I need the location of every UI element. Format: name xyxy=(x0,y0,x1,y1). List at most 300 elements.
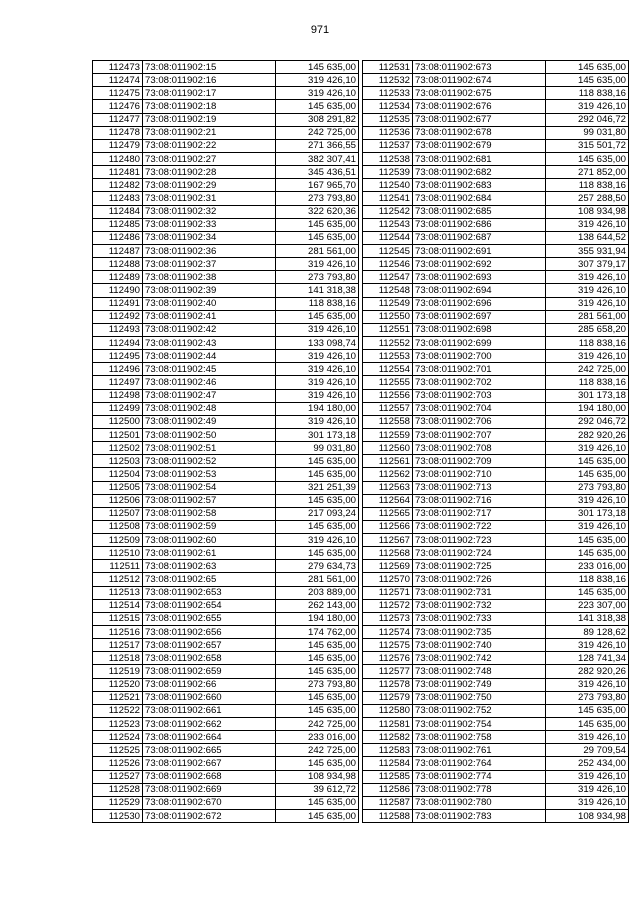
row-number-cell: 112549 xyxy=(363,297,413,310)
cadastral-value-cell: 355 931,94 xyxy=(546,244,629,257)
row-number-cell: 112520 xyxy=(93,678,143,691)
table-row xyxy=(363,363,629,376)
cadastral-number-cell: 73:08:011902:65 xyxy=(143,573,276,586)
table-row xyxy=(363,205,629,218)
row-number-cell: 112585 xyxy=(363,770,413,783)
row-number-cell: 112586 xyxy=(363,783,413,796)
table-row xyxy=(93,74,359,87)
cadastral-number-cell: 73:08:011902:684 xyxy=(413,192,546,205)
cadastral-number-cell: 73:08:011902:40 xyxy=(143,297,276,310)
table-row xyxy=(363,192,629,205)
row-number-cell: 112587 xyxy=(363,796,413,809)
table-row xyxy=(363,244,629,257)
row-number-cell: 112584 xyxy=(363,757,413,770)
cadastral-number-cell: 73:08:011902:703 xyxy=(413,389,546,402)
row-number-cell: 112522 xyxy=(93,704,143,717)
cadastral-number-cell: 73:08:011902:678 xyxy=(413,126,546,139)
cadastral-value-cell: 319 426,10 xyxy=(276,87,359,100)
cadastral-value-cell: 145 635,00 xyxy=(276,100,359,113)
row-number-cell: 112535 xyxy=(363,113,413,126)
cadastral-value-cell: 194 180,00 xyxy=(546,402,629,415)
table-row xyxy=(93,810,359,823)
cadastral-value-cell: 282 920,26 xyxy=(546,428,629,441)
cadastral-number-cell: 73:08:011902:33 xyxy=(143,218,276,231)
row-number-cell: 112502 xyxy=(93,442,143,455)
cadastral-number-cell: 73:08:011902:726 xyxy=(413,573,546,586)
cadastral-number-cell: 73:08:011902:706 xyxy=(413,415,546,428)
cadastral-value-cell: 145 635,00 xyxy=(276,796,359,809)
cadastral-value-cell: 118 838,16 xyxy=(546,573,629,586)
row-number-cell: 112532 xyxy=(363,74,413,87)
row-number-cell: 112513 xyxy=(93,586,143,599)
table-row xyxy=(363,731,629,744)
table-row xyxy=(363,810,629,823)
table-row xyxy=(363,376,629,389)
table-row xyxy=(93,126,359,139)
cadastral-number-cell: 73:08:011902:60 xyxy=(143,534,276,547)
table-row xyxy=(93,139,359,152)
row-number-cell: 112563 xyxy=(363,481,413,494)
row-number-cell: 112542 xyxy=(363,205,413,218)
cadastral-number-cell: 73:08:011902:19 xyxy=(143,113,276,126)
row-number-cell: 112491 xyxy=(93,297,143,310)
row-number-cell: 112527 xyxy=(93,770,143,783)
table-row xyxy=(93,704,359,717)
cadastral-number-cell: 73:08:011902:669 xyxy=(143,783,276,796)
row-number-cell: 112505 xyxy=(93,481,143,494)
table-row xyxy=(363,61,629,74)
cadastral-value-cell: 281 561,00 xyxy=(276,573,359,586)
cadastral-value-cell: 292 046,72 xyxy=(546,113,629,126)
cadastral-number-cell: 73:08:011902:662 xyxy=(143,718,276,731)
cadastral-value-cell: 319 426,10 xyxy=(546,770,629,783)
cadastral-number-cell: 73:08:011902:694 xyxy=(413,284,546,297)
cadastral-number-cell: 73:08:011902:710 xyxy=(413,468,546,481)
cadastral-value-cell: 167 965,70 xyxy=(276,179,359,192)
cadastral-value-cell: 118 838,16 xyxy=(546,336,629,349)
row-number-cell: 112531 xyxy=(363,61,413,74)
cadastral-number-cell: 73:08:011902:679 xyxy=(413,139,546,152)
cadastral-number-cell: 73:08:011902:18 xyxy=(143,100,276,113)
cadastral-number-cell: 73:08:011902:780 xyxy=(413,796,546,809)
table-row xyxy=(93,626,359,639)
table-row xyxy=(363,586,629,599)
row-number-cell: 112518 xyxy=(93,652,143,665)
table-row xyxy=(93,179,359,192)
cadastral-value-cell: 145 635,00 xyxy=(276,494,359,507)
table-row xyxy=(93,718,359,731)
cadastral-value-cell: 145 635,00 xyxy=(546,468,629,481)
row-number-cell: 112486 xyxy=(93,231,143,244)
row-number-cell: 112483 xyxy=(93,192,143,205)
table-row xyxy=(93,376,359,389)
table-row xyxy=(363,323,629,336)
table-row xyxy=(363,442,629,455)
table-row xyxy=(93,336,359,349)
table-row xyxy=(363,113,629,126)
cadastral-value-cell: 118 838,16 xyxy=(546,376,629,389)
cadastral-value-cell: 145 635,00 xyxy=(546,718,629,731)
cadastral-value-cell: 319 426,10 xyxy=(276,415,359,428)
row-number-cell: 112492 xyxy=(93,310,143,323)
cadastral-value-cell: 194 180,00 xyxy=(276,612,359,625)
row-number-cell: 112576 xyxy=(363,652,413,665)
row-number-cell: 112510 xyxy=(93,547,143,560)
cadastral-number-cell: 73:08:011902:696 xyxy=(413,297,546,310)
cadastral-value-cell: 345 436,51 xyxy=(276,166,359,179)
cadastral-value-cell: 273 793,80 xyxy=(276,678,359,691)
cadastral-value-cell: 319 426,10 xyxy=(546,350,629,363)
table-row xyxy=(363,100,629,113)
cadastral-value-cell: 145 635,00 xyxy=(546,61,629,74)
cadastral-value-cell: 319 426,10 xyxy=(546,520,629,533)
cadastral-number-cell: 73:08:011902:664 xyxy=(143,731,276,744)
row-number-cell: 112533 xyxy=(363,87,413,100)
table-row xyxy=(363,573,629,586)
cadastral-number-cell: 73:08:011902:34 xyxy=(143,231,276,244)
table-row xyxy=(363,297,629,310)
table-row xyxy=(93,796,359,809)
cadastral-number-cell: 73:08:011902:17 xyxy=(143,87,276,100)
table-row xyxy=(93,323,359,336)
table-row xyxy=(93,231,359,244)
cadastral-value-cell: 281 561,00 xyxy=(546,310,629,323)
table-row xyxy=(363,691,629,704)
row-number-cell: 112506 xyxy=(93,494,143,507)
cadastral-number-cell: 73:08:011902:686 xyxy=(413,218,546,231)
table-row xyxy=(363,402,629,415)
cadastral-value-cell: 242 725,00 xyxy=(276,126,359,139)
cadastral-value-cell: 281 561,00 xyxy=(276,244,359,257)
row-number-cell: 112572 xyxy=(363,599,413,612)
table-row xyxy=(93,599,359,612)
cadastral-number-cell: 73:08:011902:659 xyxy=(143,665,276,678)
cadastral-value-cell: 301 173,18 xyxy=(546,507,629,520)
cadastral-value-cell: 29 709,54 xyxy=(546,744,629,757)
cadastral-value-cell: 319 426,10 xyxy=(276,376,359,389)
cadastral-number-cell: 73:08:011902:748 xyxy=(413,665,546,678)
table-row xyxy=(93,415,359,428)
cadastral-value-cell: 145 635,00 xyxy=(546,547,629,560)
row-number-cell: 112566 xyxy=(363,520,413,533)
cadastral-number-cell: 73:08:011902:731 xyxy=(413,586,546,599)
cadastral-value-cell: 223 307,00 xyxy=(546,599,629,612)
row-number-cell: 112507 xyxy=(93,507,143,520)
table-row xyxy=(93,310,359,323)
cadastral-number-cell: 73:08:011902:28 xyxy=(143,166,276,179)
cadastral-number-cell: 73:08:011902:653 xyxy=(143,586,276,599)
cadastral-number-cell: 73:08:011902:29 xyxy=(143,179,276,192)
cadastral-value-cell: 279 634,73 xyxy=(276,560,359,573)
cadastral-number-cell: 73:08:011902:735 xyxy=(413,626,546,639)
cadastral-value-cell: 285 658,20 xyxy=(546,323,629,336)
cadastral-value-cell: 319 426,10 xyxy=(276,258,359,271)
cadastral-value-cell: 145 635,00 xyxy=(276,218,359,231)
table-row xyxy=(93,455,359,468)
row-number-cell: 112577 xyxy=(363,665,413,678)
row-number-cell: 112475 xyxy=(93,87,143,100)
cadastral-value-cell: 242 725,00 xyxy=(546,363,629,376)
row-number-cell: 112565 xyxy=(363,507,413,520)
table-row xyxy=(363,665,629,678)
cadastral-number-cell: 73:08:011902:672 xyxy=(143,810,276,823)
cadastral-value-cell: 242 725,00 xyxy=(276,744,359,757)
row-number-cell: 112477 xyxy=(93,113,143,126)
cadastral-value-cell: 99 031,80 xyxy=(276,442,359,455)
cadastral-value-cell: 108 934,98 xyxy=(546,810,629,823)
cadastral-value-cell: 145 635,00 xyxy=(546,534,629,547)
cadastral-number-cell: 73:08:011902:37 xyxy=(143,258,276,271)
cadastral-value-cell: 319 426,10 xyxy=(276,74,359,87)
cadastral-number-cell: 73:08:011902:43 xyxy=(143,336,276,349)
cadastral-number-cell: 73:08:011902:709 xyxy=(413,455,546,468)
cadastral-value-cell: 133 098,74 xyxy=(276,336,359,349)
table-row xyxy=(93,402,359,415)
row-number-cell: 112551 xyxy=(363,323,413,336)
cadastral-number-cell: 73:08:011902:667 xyxy=(143,757,276,770)
cadastral-value-cell: 233 016,00 xyxy=(276,731,359,744)
table-row xyxy=(93,547,359,560)
row-number-cell: 112490 xyxy=(93,284,143,297)
table-row xyxy=(363,494,629,507)
cadastral-number-cell: 73:08:011902:716 xyxy=(413,494,546,507)
table-row xyxy=(363,783,629,796)
cadastral-value-cell: 145 635,00 xyxy=(276,310,359,323)
cadastral-value-cell: 319 426,10 xyxy=(546,271,629,284)
cadastral-value-cell: 308 291,82 xyxy=(276,113,359,126)
row-number-cell: 112539 xyxy=(363,166,413,179)
row-number-cell: 112579 xyxy=(363,691,413,704)
cadastral-value-cell: 108 934,98 xyxy=(546,205,629,218)
table-row xyxy=(93,61,359,74)
table-row xyxy=(363,350,629,363)
row-number-cell: 112524 xyxy=(93,731,143,744)
cadastral-number-cell: 73:08:011902:761 xyxy=(413,744,546,757)
table-row xyxy=(363,678,629,691)
cadastral-value-cell: 89 128,62 xyxy=(546,626,629,639)
table-row xyxy=(363,455,629,468)
cadastral-number-cell: 73:08:011902:677 xyxy=(413,113,546,126)
table-row xyxy=(363,796,629,809)
table-row xyxy=(93,468,359,481)
row-number-cell: 112583 xyxy=(363,744,413,757)
cadastral-value-cell: 307 379,17 xyxy=(546,258,629,271)
cadastral-number-cell: 73:08:011902:654 xyxy=(143,599,276,612)
cadastral-number-cell: 73:08:011902:61 xyxy=(143,547,276,560)
cadastral-number-cell: 73:08:011902:713 xyxy=(413,481,546,494)
table-row xyxy=(363,74,629,87)
cadastral-value-cell: 118 838,16 xyxy=(276,297,359,310)
row-number-cell: 112476 xyxy=(93,100,143,113)
cadastral-value-cell: 319 426,10 xyxy=(546,796,629,809)
row-number-cell: 112523 xyxy=(93,718,143,731)
table-row xyxy=(93,244,359,257)
cadastral-value-cell: 145 635,00 xyxy=(546,455,629,468)
cadastral-value-cell: 273 793,80 xyxy=(276,271,359,284)
table-row xyxy=(93,271,359,284)
row-number-cell: 112564 xyxy=(363,494,413,507)
table-row xyxy=(363,481,629,494)
cadastral-number-cell: 73:08:011902:47 xyxy=(143,389,276,402)
cadastral-number-cell: 73:08:011902:36 xyxy=(143,244,276,257)
row-number-cell: 112500 xyxy=(93,415,143,428)
row-number-cell: 112497 xyxy=(93,376,143,389)
cadastral-value-cell: 194 180,00 xyxy=(276,402,359,415)
cadastral-value-cell: 319 426,10 xyxy=(276,534,359,547)
cadastral-number-cell: 73:08:011902:733 xyxy=(413,612,546,625)
row-number-cell: 112538 xyxy=(363,152,413,165)
table-row xyxy=(93,678,359,691)
table-row xyxy=(93,534,359,547)
row-number-cell: 112508 xyxy=(93,520,143,533)
row-number-cell: 112501 xyxy=(93,428,143,441)
cadastral-number-cell: 73:08:011902:752 xyxy=(413,704,546,717)
table-row xyxy=(93,87,359,100)
cadastral-value-cell: 319 426,10 xyxy=(546,678,629,691)
row-number-cell: 112521 xyxy=(93,691,143,704)
row-number-cell: 112546 xyxy=(363,258,413,271)
table-row xyxy=(363,599,629,612)
row-number-cell: 112547 xyxy=(363,271,413,284)
cadastral-value-cell: 128 741,34 xyxy=(546,652,629,665)
cadastral-value-cell: 145 635,00 xyxy=(546,152,629,165)
table-row xyxy=(363,718,629,731)
row-number-cell: 112537 xyxy=(363,139,413,152)
cadastral-value-cell: 273 793,80 xyxy=(276,192,359,205)
cadastral-number-cell: 73:08:011902:697 xyxy=(413,310,546,323)
cadastral-value-cell: 273 793,80 xyxy=(546,691,629,704)
cadastral-value-cell: 233 016,00 xyxy=(546,560,629,573)
row-number-cell: 112543 xyxy=(363,218,413,231)
cadastral-value-cell: 282 920,26 xyxy=(546,665,629,678)
cadastral-number-cell: 73:08:011902:702 xyxy=(413,376,546,389)
cadastral-number-cell: 73:08:011902:682 xyxy=(413,166,546,179)
row-number-cell: 112580 xyxy=(363,704,413,717)
cadastral-value-cell: 145 635,00 xyxy=(276,810,359,823)
cadastral-number-cell: 73:08:011902:764 xyxy=(413,757,546,770)
row-number-cell: 112555 xyxy=(363,376,413,389)
cadastral-number-cell: 73:08:011902:691 xyxy=(413,244,546,257)
cadastral-value-cell: 252 434,00 xyxy=(546,757,629,770)
cadastral-number-cell: 73:08:011902:51 xyxy=(143,442,276,455)
row-number-cell: 112474 xyxy=(93,74,143,87)
cadastral-number-cell: 73:08:011902:661 xyxy=(143,704,276,717)
table-row xyxy=(363,258,629,271)
table-row xyxy=(93,481,359,494)
table-row xyxy=(363,626,629,639)
table-row xyxy=(363,231,629,244)
cadastral-number-cell: 73:08:011902:48 xyxy=(143,402,276,415)
cadastral-number-cell: 73:08:011902:27 xyxy=(143,152,276,165)
cadastral-number-cell: 73:08:011902:685 xyxy=(413,205,546,218)
row-number-cell: 112515 xyxy=(93,612,143,625)
cadastral-value-cell: 319 426,10 xyxy=(276,389,359,402)
cadastral-number-cell: 73:08:011902:63 xyxy=(143,560,276,573)
table-row xyxy=(363,612,629,625)
table-row xyxy=(93,612,359,625)
row-number-cell: 112560 xyxy=(363,442,413,455)
row-number-cell: 112514 xyxy=(93,599,143,612)
table-row xyxy=(363,547,629,560)
table-row xyxy=(93,757,359,770)
cadastral-value-cell: 319 426,10 xyxy=(546,442,629,455)
row-number-cell: 112550 xyxy=(363,310,413,323)
row-number-cell: 112481 xyxy=(93,166,143,179)
row-number-cell: 112478 xyxy=(93,126,143,139)
cadastral-value-cell: 319 426,10 xyxy=(546,218,629,231)
page-number: 971 xyxy=(310,24,330,36)
cadastral-number-cell: 73:08:011902:725 xyxy=(413,560,546,573)
row-number-cell: 112557 xyxy=(363,402,413,415)
row-number-cell: 112573 xyxy=(363,612,413,625)
cadastral-number-cell: 73:08:011902:681 xyxy=(413,152,546,165)
table-row xyxy=(93,783,359,796)
row-number-cell: 112530 xyxy=(93,810,143,823)
cadastral-value-cell: 315 501,72 xyxy=(546,139,629,152)
cadastral-value-cell: 322 620,36 xyxy=(276,205,359,218)
cadastral-number-cell: 73:08:011902:742 xyxy=(413,652,546,665)
table-row xyxy=(363,166,629,179)
cadastral-number-cell: 73:08:011902:683 xyxy=(413,179,546,192)
cadastral-value-cell: 145 635,00 xyxy=(276,691,359,704)
table-row xyxy=(93,586,359,599)
cadastral-number-cell: 73:08:011902:39 xyxy=(143,284,276,297)
table-row xyxy=(363,139,629,152)
row-number-cell: 112581 xyxy=(363,718,413,731)
row-number-cell: 112553 xyxy=(363,350,413,363)
table-row xyxy=(93,100,359,113)
row-number-cell: 112479 xyxy=(93,139,143,152)
table-row xyxy=(93,284,359,297)
cadastral-number-cell: 73:08:011902:740 xyxy=(413,639,546,652)
table-row xyxy=(363,271,629,284)
row-number-cell: 112559 xyxy=(363,428,413,441)
table-row xyxy=(363,389,629,402)
cadastral-number-cell: 73:08:011902:758 xyxy=(413,731,546,744)
row-number-cell: 112578 xyxy=(363,678,413,691)
row-number-cell: 112493 xyxy=(93,323,143,336)
table-row xyxy=(363,468,629,481)
row-number-cell: 112517 xyxy=(93,639,143,652)
table-row xyxy=(363,704,629,717)
cadastral-value-cell: 319 426,10 xyxy=(276,350,359,363)
cadastral-value-cell: 108 934,98 xyxy=(276,770,359,783)
row-number-cell: 112568 xyxy=(363,547,413,560)
cadastral-number-cell: 73:08:011902:655 xyxy=(143,612,276,625)
cadastral-value-cell: 138 644,52 xyxy=(546,231,629,244)
cadastral-value-cell: 145 635,00 xyxy=(276,665,359,678)
cadastral-value-cell: 257 288,50 xyxy=(546,192,629,205)
table-row xyxy=(363,152,629,165)
cadastral-number-cell: 73:08:011902:16 xyxy=(143,74,276,87)
table-row xyxy=(93,192,359,205)
row-number-cell: 112534 xyxy=(363,100,413,113)
cadastral-value-cell: 301 173,18 xyxy=(546,389,629,402)
row-number-cell: 112540 xyxy=(363,179,413,192)
cadastral-value-cell: 145 635,00 xyxy=(276,652,359,665)
cadastral-value-cell: 319 426,10 xyxy=(546,731,629,744)
table-row xyxy=(363,179,629,192)
table-row xyxy=(93,665,359,678)
cadastral-value-cell: 145 635,00 xyxy=(276,704,359,717)
cadastral-number-cell: 73:08:011902:57 xyxy=(143,494,276,507)
table-row xyxy=(363,744,629,757)
cadastral-number-cell: 73:08:011902:656 xyxy=(143,626,276,639)
cadastral-value-cell: 174 762,00 xyxy=(276,626,359,639)
table-row xyxy=(93,560,359,573)
cadastral-number-cell: 73:08:011902:32 xyxy=(143,205,276,218)
cadastral-number-cell: 73:08:011902:699 xyxy=(413,336,546,349)
